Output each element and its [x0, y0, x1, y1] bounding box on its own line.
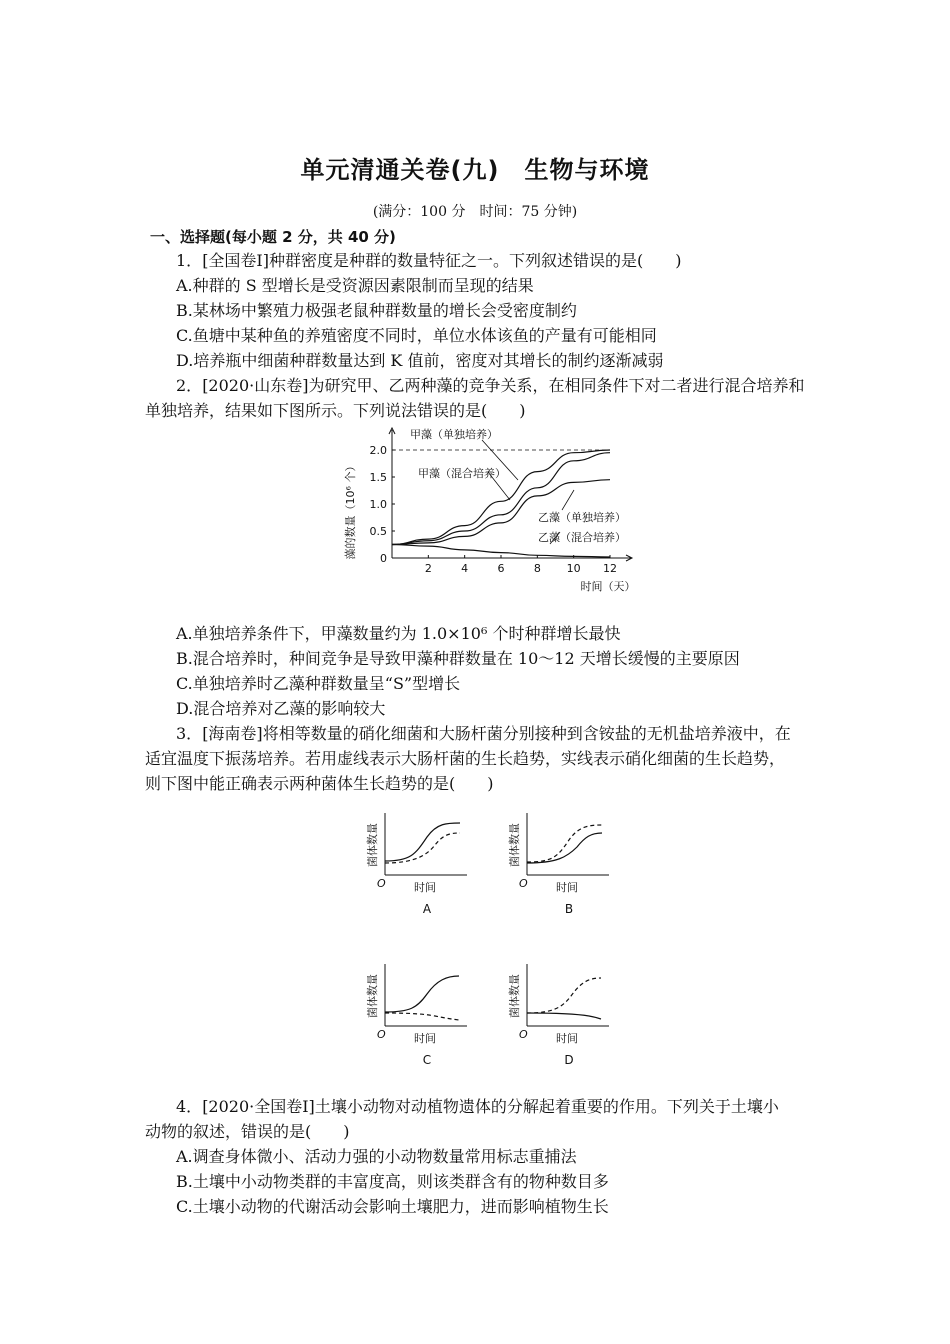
option-a: A.种群的 S 型增长是受资源因素限制而呈现的结果	[176, 276, 534, 295]
y-tick-label: 0.5	[369, 525, 387, 538]
option-c-graph	[355, 956, 495, 1071]
question-3-stem-cont: 适宜温度下振荡培养。若用虚线表示大肠杆菌的生长趋势，实线表示硝化细菌的生长趋势，	[145, 749, 786, 768]
option-a: A.单独培养条件下，甲藻数量约为 1.0×10⁶ 个时种群增长最快	[176, 624, 621, 643]
y-tick-label: 1.0	[369, 498, 387, 511]
y-axis-label: 菌体数量	[366, 823, 379, 867]
y-tick-label: 1.5	[369, 471, 387, 484]
legend-yi-single: 乙藻（单独培养）	[538, 511, 626, 524]
question-source: [2020·山东卷]	[202, 376, 309, 395]
option-c: C.鱼塘中某种鱼的养殖密度不同时，单位水体该鱼的产量有可能相同	[176, 326, 657, 345]
panel-label: D	[564, 1053, 574, 1067]
panel-label: A	[422, 902, 432, 916]
x-tick-label: 4	[461, 562, 469, 575]
dashed-curve	[385, 1013, 459, 1020]
option-b-graph	[497, 805, 637, 920]
x-axis-label: 时间	[556, 1032, 578, 1045]
panel-label: B	[564, 902, 574, 916]
question-4-stem	[176, 1097, 779, 1117]
question-4-stem-cont: 动物的叙述，错误的是( )	[145, 1122, 350, 1141]
option-d: D.混合培养对乙藻的影响较大	[176, 699, 386, 718]
dashed-curve	[385, 833, 460, 863]
question-number: 4．	[176, 1097, 203, 1116]
x-axis-label: 时间	[556, 881, 578, 894]
question-2-stem	[176, 376, 805, 396]
solid-curve	[385, 976, 459, 1012]
algae-growth-chart	[340, 420, 640, 600]
page-title: 单元清通关卷(九) 生物与环境	[300, 156, 650, 184]
question-source: [全国卷Ⅰ]	[202, 251, 269, 270]
solid-curve	[527, 1013, 601, 1019]
question-1-stem	[176, 251, 682, 271]
option-b: B.某林场中繁殖力极强老鼠种群数量的增长会受密度制约	[176, 301, 577, 320]
y-axis-label: 藻的数量（10⁶ 个）	[344, 460, 357, 560]
y-tick-label: 2.0	[369, 444, 387, 457]
exam-info: (满分：100 分 时间：75 分钟)	[372, 204, 578, 220]
y-tick-label: 0	[380, 552, 387, 565]
legend-leaders	[482, 440, 574, 544]
option-b: B.混合培养时，种间竞争是导致甲藻种群数量在 10～12 天增长缓慢的主要原因	[176, 649, 740, 668]
option-a: A.调查身体微小、活动力强的小动物数量常用标志重捕法	[176, 1147, 577, 1166]
x-tick-label: 10	[566, 562, 581, 575]
legend-jia-single: 甲藻（单独培养）	[410, 428, 498, 441]
question-2-stem-cont: 单独培养，结果如下图所示。下列说法错误的是( )	[145, 401, 526, 420]
question-3-stem	[176, 724, 791, 744]
x-axis-label: 时间	[414, 1032, 436, 1045]
legend-jia-mixed: 甲藻（混合培养）	[418, 467, 506, 480]
y-axis-label: 菌体数量	[366, 974, 379, 1018]
dashed-curve	[527, 978, 601, 1013]
question-number: 1．	[176, 251, 203, 270]
section-heading: 一、选择题(每小题 2 分，共 40 分)	[150, 228, 396, 246]
x-tick-label: 8	[533, 562, 541, 575]
question-source: [海南卷]	[202, 724, 263, 743]
option-c: C.土壤小动物的代谢活动会影响土壤肥力，进而影响植物生长	[176, 1197, 609, 1216]
panel-label: C	[422, 1053, 432, 1067]
x-tick-label: 2	[424, 562, 432, 575]
question-text: 为研究甲、乙两种藻的竞争关系，在相同条件下对二者进行混合培养和	[308, 376, 805, 395]
origin-label: O	[519, 877, 528, 890]
origin-label: O	[377, 877, 386, 890]
y-axis-label: 菌体数量	[508, 974, 521, 1018]
x-tick-label: 12	[603, 562, 617, 575]
origin-label: O	[519, 1028, 528, 1041]
option-b: B.土壤中小动物类群的丰富度高，则该类群含有的物种数目多	[176, 1172, 609, 1191]
solid-curve	[527, 833, 602, 863]
question-number: 2．	[176, 376, 203, 395]
x-tick-label: 6	[497, 562, 505, 575]
question-source: [2020·全国卷Ⅰ]	[202, 1097, 315, 1116]
x-axis-label: 时间（天）	[580, 580, 636, 593]
question-3-stem-cont: 则下图中能正确表示两种菌体生长趋势的是( )	[145, 774, 494, 793]
question-text: 土壤小动物对动植物遗体的分解起着重要的作用。下列关于土壤小	[314, 1097, 779, 1116]
question-text: 将相等数量的硝化细菌和大肠杆菌分别接种到含铵盐的无机盐培养液中，在	[262, 724, 791, 743]
option-d-graph	[497, 956, 637, 1071]
origin-label: O	[377, 1028, 386, 1041]
question-text: 种群密度是种群的数量特征之一。下列叙述错误的是( )	[269, 251, 682, 270]
question-number: 3．	[176, 724, 203, 743]
y-axis-label: 菌体数量	[508, 823, 521, 867]
option-d: D.培养瓶中细菌种群数量达到 K 值前，密度对其增长的制约逐渐减弱	[176, 351, 664, 370]
leader-yi-single	[562, 490, 574, 510]
legend-yi-mixed: 乙藻（混合培养）	[538, 531, 626, 544]
option-c: C.单独培养时乙藻种群数量呈“S”型增长	[176, 674, 461, 693]
x-axis-label: 时间	[414, 881, 436, 894]
option-a-graph	[355, 805, 495, 920]
